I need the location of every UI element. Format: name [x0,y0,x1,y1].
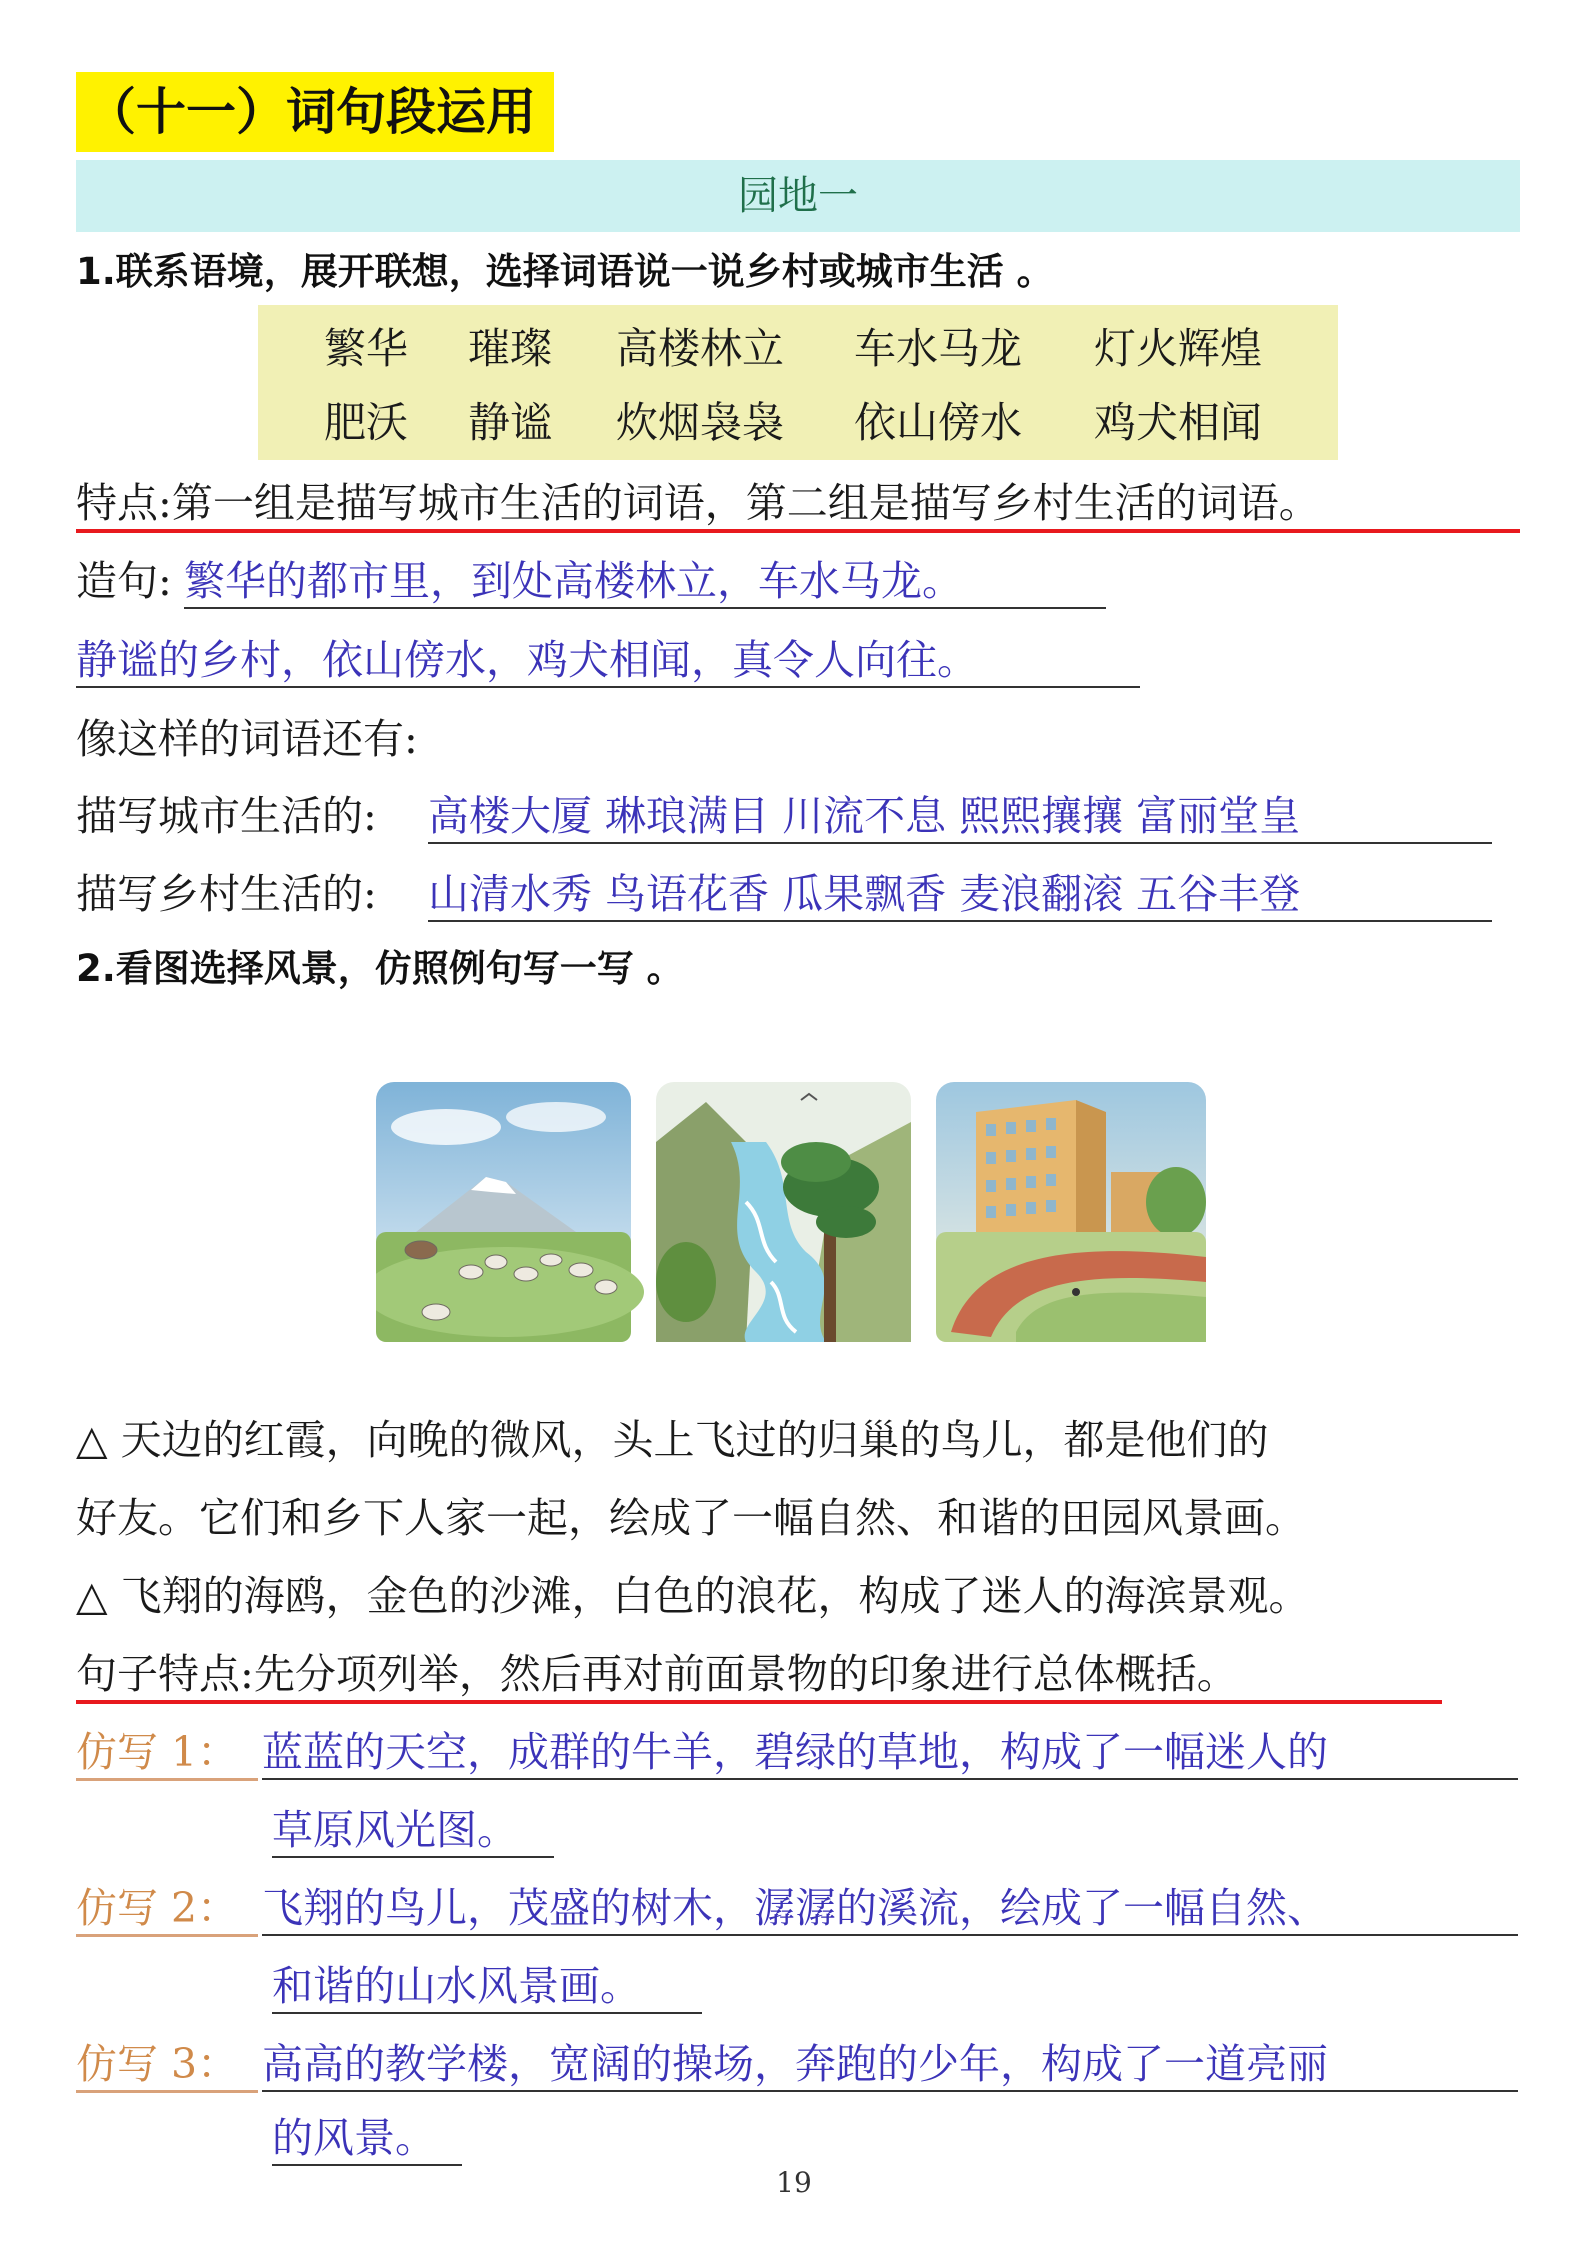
imitation-1-label: 仿写 1： [76,1728,239,1776]
word: 静谧 [468,398,553,447]
imitation-1-line-2: 草原风光图。 [272,1806,518,1854]
word: 高楼林立 [616,324,785,373]
imitation-1-line-1: 蓝蓝的天空，成群的牛羊，碧绿的草地，构成了一幅迷人的 [262,1728,1328,1776]
word: 璀璨 [468,324,553,373]
grassland-picture [376,1082,644,1342]
imitation-3-underline-1 [262,2090,1518,2092]
sentence-2: 静谧的乡村，依山傍水，鸡犬相闻，真令人向往。 [76,636,978,684]
imitation-2-line-2: 和谐的山水风景画。 [272,1962,641,2010]
sentence-label: 造句: [76,557,172,605]
page-number: 19 [776,2166,812,2199]
question-1-heading: 1.联系语境，展开联想，选择词语说一说乡村或城市生活 。 [76,250,1054,293]
sentence-feature-underline [76,1700,1442,1704]
word: 车水马龙 [854,324,1023,373]
mountain-stream-picture [656,1082,911,1342]
village-words-underline [428,920,1492,922]
example-1-line-2: 好友。它们和乡下人家一起，绘成了一幅自然、和谐的田园风景画。 [76,1494,1306,1542]
word: 依山傍水 [854,398,1023,447]
village-label: 描写乡村生活的: [76,870,377,918]
school-picture [936,1082,1206,1342]
imitation-2-underline-1 [262,1934,1518,1936]
word: 炊烟袅袅 [616,398,785,447]
imitation-3-label-underline [76,2090,258,2093]
city-words: 高楼大厦 琳琅满目 川流不息 熙熙攘攘 富丽堂皇 [428,792,1301,840]
city-label: 描写城市生活的: [76,792,377,840]
imitation-2-label: 仿写 2： [76,1884,239,1932]
scenery-illustrations [376,1082,1206,1342]
word: 繁华 [324,324,409,373]
imitation-3-line-2: 的风景。 [272,2114,436,2162]
example-1-line-1: △ 天边的红霞，向晚的微风，头上飞过的归巢的鸟儿，都是他们的 [76,1416,1269,1464]
sentence-1: 繁华的都市里，到处高楼林立，车水马龙。 [184,557,963,605]
word: 鸡犬相闻 [1094,398,1263,447]
imitation-2-line-1: 飞翔的鸟儿，茂盛的树木，潺潺的溪流，绘成了一幅自然、 [262,1884,1328,1932]
example-2: △ 飞翔的海鸥，金色的沙滩，白色的浪花，构成了迷人的海滨景观。 [76,1572,1310,1620]
sentence-2-underline [76,686,1140,688]
word: 肥沃 [324,398,409,447]
imitation-2-underline-2 [272,2012,702,2014]
village-words: 山清水秀 鸟语花香 瓜果飘香 麦浪翻滚 五谷丰登 [428,870,1301,918]
more-words-intro: 像这样的词语还有: [76,715,418,763]
imitation-1-label-underline [76,1778,258,1781]
section-title: （十一）词句段运用 [86,83,536,141]
banner-title: 园地一 [738,173,858,219]
imitation-3-label: 仿写 3： [76,2040,239,2088]
imitation-1-underline-1 [262,1778,1518,1780]
question-2-heading: 2.看图选择风景，仿照例句写一写 。 [76,947,684,990]
imitation-3-line-1: 高高的教学楼，宽阔的操场，奔跑的少年，构成了一道亮丽 [262,2040,1328,2088]
sentence-1-underline [184,607,1106,609]
word-box [258,305,1338,460]
word: 灯火辉煌 [1094,324,1263,373]
feature-text: 特点:第一组是描写城市生活的词语，第二组是描写乡村生活的词语。 [76,479,1320,527]
imitation-2-label-underline [76,1934,258,1937]
sentence-feature: 句子特点:先分项列举，然后再对前面景物的印象进行总体概括。 [76,1650,1238,1698]
city-words-underline [428,842,1492,844]
feature-underline [76,529,1520,533]
imitation-1-underline-2 [272,1856,554,1858]
